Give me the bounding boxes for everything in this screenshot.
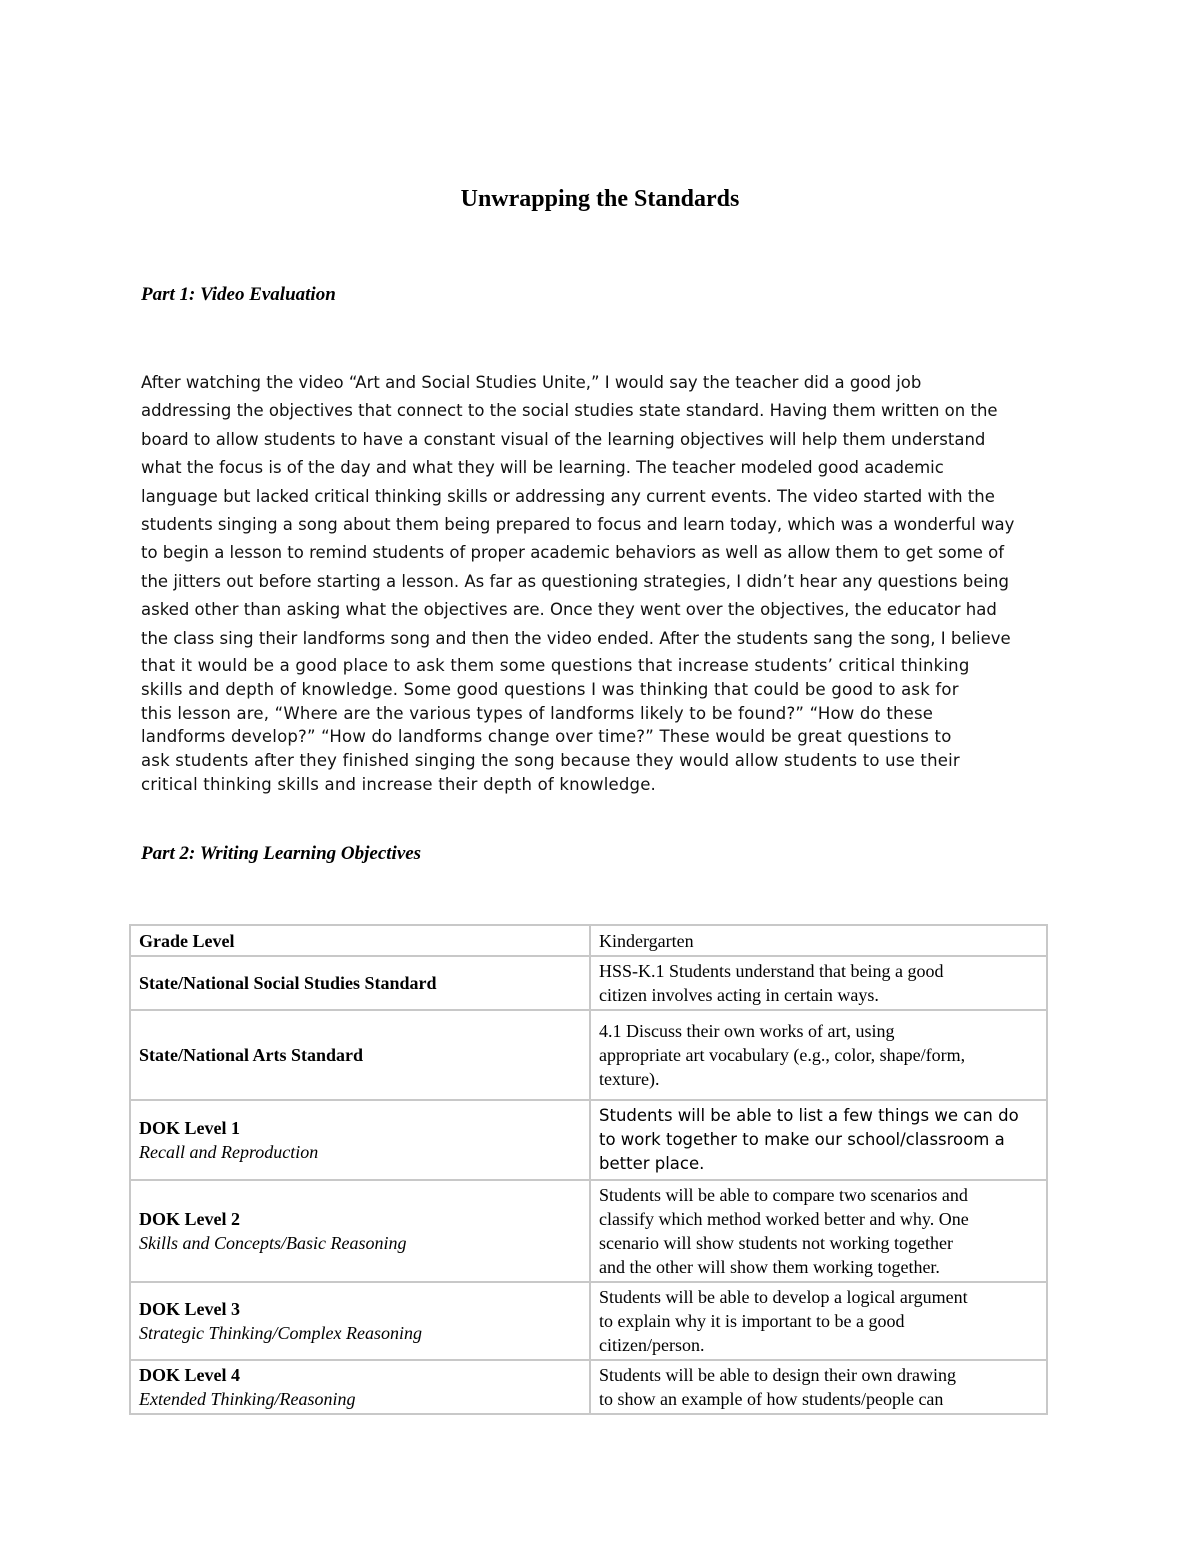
paragraph-line: to begin a lesson to remind students of proper academic behaviors as well as allow them to get some of	[141, 543, 1005, 563]
part1-paragraph-a	[141, 369, 1071, 653]
paragraph-line: ask students after they finished singing the song because they would allow students to use their	[141, 751, 960, 771]
dok3-label-cell	[130, 1282, 590, 1360]
paragraph-line: this lesson are, “Where are the various types of landforms likely to be found?” “How do these	[141, 703, 934, 723]
cell-line: Students will be able to compare two scenarios and	[599, 1185, 968, 1205]
cell-line: classify which method worked better and why. One	[599, 1209, 969, 1229]
paragraph-line: students singing a song about them being prepared to focus and learn today, which was a wonderful way	[141, 515, 1015, 535]
part1-heading: Part 1: Video Evaluation	[141, 284, 336, 305]
page-title: Unwrapping the Standards	[460, 186, 740, 212]
table-row	[130, 1100, 1047, 1180]
paragraph-line: that it would be a good place to ask them some questions that increase students’ critical thinking	[141, 656, 970, 675]
part1-paragraph-b	[141, 654, 1071, 797]
cell-line: Students will be able to develop a logical argument	[599, 1287, 968, 1307]
paragraph-line: board to allow students to have a constant visual of the learning objectives will help them understand	[141, 429, 986, 449]
cell-line: to explain why it is important to be a good	[599, 1311, 905, 1331]
table-row	[130, 1360, 1047, 1414]
paragraph-line: asked other than asking what the objectives are. Once they went over the objectives, the educator had	[141, 600, 997, 620]
paragraph-line: language but lacked critical thinking skills or addressing any current events. The video started with the	[141, 486, 995, 506]
paragraph-line: critical thinking skills and increase their depth of knowledge.	[141, 774, 657, 794]
cell-line: better place.	[599, 1154, 705, 1173]
dok4-label: DOK Level 4	[139, 1365, 240, 1385]
dok4-subtitle: Extended Thinking/Reasoning	[139, 1389, 356, 1409]
cell-line: appropriate art vocabulary (e.g., color, shape/form,	[599, 1045, 966, 1065]
social-studies-standard-value	[590, 956, 1047, 1010]
dok4-value	[590, 1360, 1047, 1414]
grade-level-label: Grade Level	[130, 925, 590, 956]
paragraph-line: the jitters out before starting a lesson. As far as questioning strategies, I didn’t hear any questions being	[141, 571, 1009, 591]
cell-line: Students will be able to list a few things we can do	[599, 1106, 1019, 1125]
cell-line: and the other will show them working together.	[599, 1257, 940, 1277]
cell-line: 4.1 Discuss their own works of art, using	[599, 1021, 895, 1041]
dok4-label-cell	[130, 1360, 590, 1414]
dok1-subtitle: Recall and Reproduction	[139, 1142, 319, 1162]
paragraph-line: landforms develop?” “How do landforms change over time?” These would be great questions to	[141, 727, 952, 747]
social-studies-standard-label: State/National Social Studies Standard	[130, 956, 590, 1010]
cell-line: to work together to make our school/classroom a	[599, 1130, 1005, 1149]
cell-line: HSS-K.1 Students understand that being a good	[599, 961, 944, 981]
part2-heading: Part 2: Writing Learning Objectives	[141, 843, 422, 864]
table-row	[130, 956, 1047, 1010]
table-row	[130, 1180, 1047, 1282]
arts-standard-label: State/National Arts Standard	[130, 1010, 590, 1100]
table-row	[130, 925, 1047, 956]
cell-line: citizen/person.	[599, 1335, 705, 1355]
paragraph-line: the class sing their landforms song and then the video ended. After the students sang the song, I believe	[141, 628, 1011, 648]
cell-line: texture).	[599, 1069, 660, 1089]
dok1-value	[590, 1100, 1047, 1180]
paragraph-line: skills and depth of knowledge. Some good questions I was thinking that could be good to ask for	[141, 679, 959, 699]
grade-level-value: Kindergarten	[590, 925, 1047, 956]
dok3-subtitle: Strategic Thinking/Complex Reasoning	[139, 1323, 422, 1343]
objectives-table	[129, 924, 1048, 1415]
cell-line: citizen involves acting in certain ways.	[599, 985, 879, 1005]
paragraph-line: what the focus is of the day and what they will be learning. The teacher modeled good academic	[141, 458, 944, 478]
dok1-label-cell	[130, 1100, 590, 1180]
dok3-label: DOK Level 3	[139, 1299, 240, 1319]
dok2-value	[590, 1180, 1047, 1282]
dok2-label-cell	[130, 1180, 590, 1282]
cell-line: Students will be able to design their own drawing	[599, 1365, 956, 1385]
paragraph-line: addressing the objectives that connect to the social studies state standard. Having them written on the	[141, 401, 998, 421]
table-row	[130, 1010, 1047, 1100]
dok2-label: DOK Level 2	[139, 1209, 240, 1229]
cell-line: scenario will show students not working together	[599, 1233, 953, 1253]
dok3-value	[590, 1282, 1047, 1360]
arts-standard-value	[590, 1010, 1047, 1100]
paragraph-line: After watching the video “Art and Social Studies Unite,” I would say the teacher did a good job	[141, 373, 922, 392]
dok2-subtitle: Skills and Concepts/Basic Reasoning	[139, 1233, 407, 1253]
cell-line: to show an example of how students/people can	[599, 1389, 944, 1409]
dok1-label: DOK Level 1	[139, 1118, 240, 1138]
table-row	[130, 1282, 1047, 1360]
